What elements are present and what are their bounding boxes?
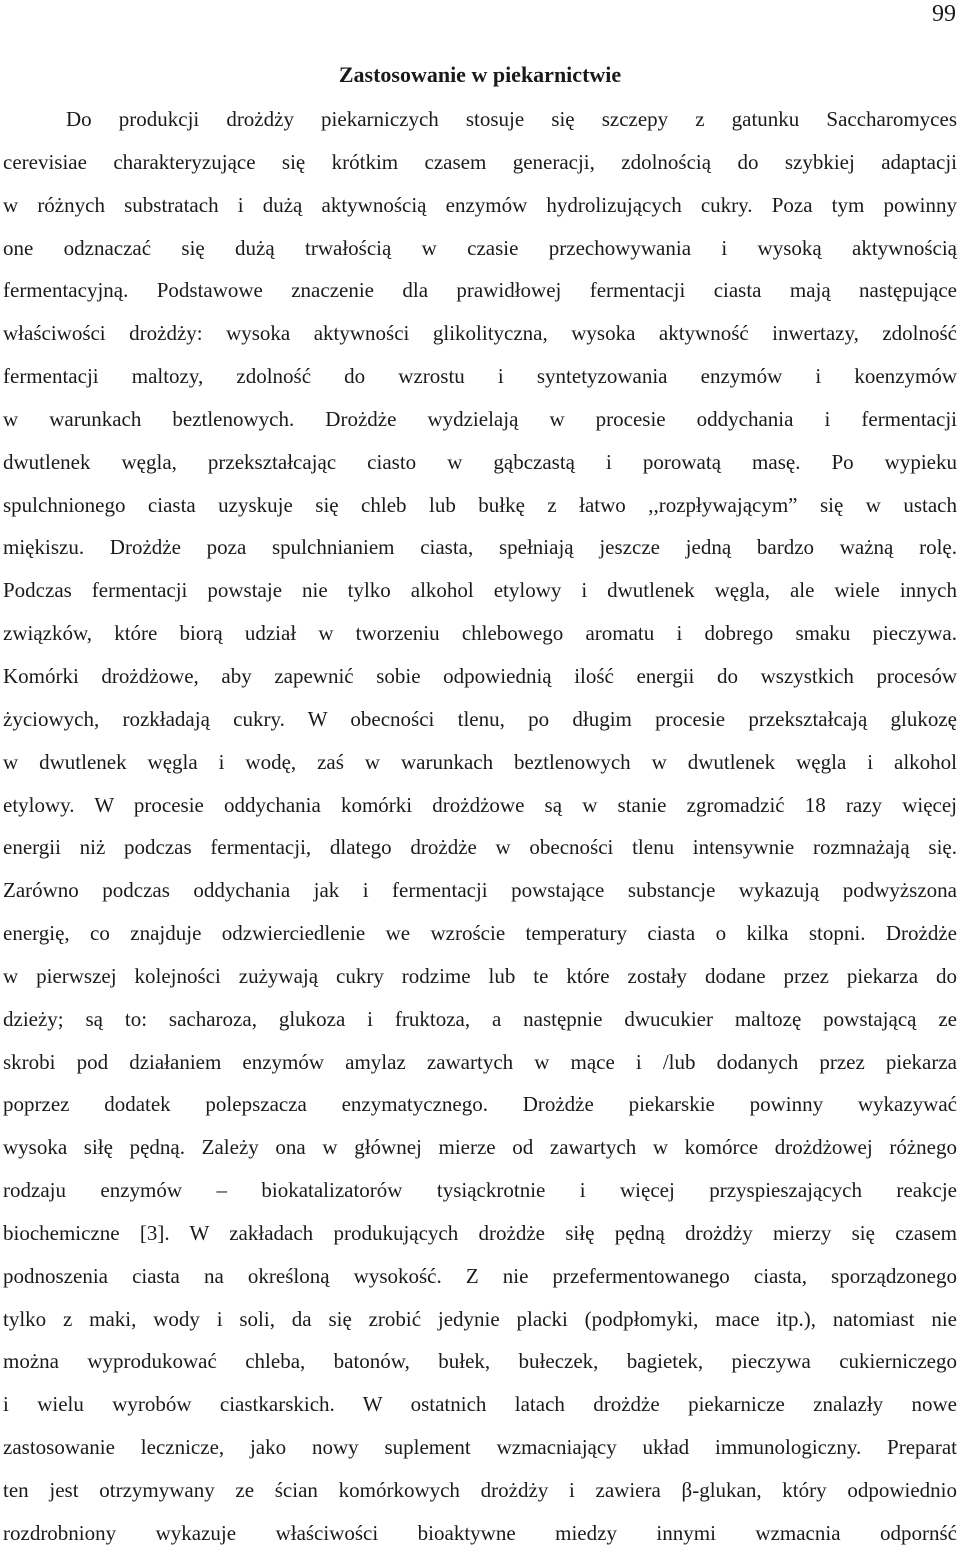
text-line: fermentacyjną. Podstawowe znaczenie dla prawidłowej fermentacji ciasta mają następujące (3, 278, 957, 303)
text-line: miękiszu. Drożdże poza spulchnianiem ciasta, spełniają jeszcze jedną bardzo ważną rolę. (3, 535, 957, 560)
text-line: skrobi pod działaniem enzymów amylaz zawartych w mące i /lub dodanych przez piekarza (3, 1049, 957, 1074)
text-line: tylko z maki, wody i soli, da się zrobić jedynie placki (podpłomyki, mace itp.), natomiast nie (3, 1306, 957, 1331)
text-line: i wielu wyrobów ciastkarskich. W ostatnich latach drożdże piekarnicze znalazły nowe (3, 1392, 957, 1417)
text-line: rozdrobniony wykazuje właściwości bioaktywne miedzy innymi wzmacnia odpornść (3, 1520, 957, 1545)
text-line: cerevisiae charakteryzujące się krótkim czasem generacji, zdolnością do szybkiej adaptacji (3, 149, 957, 174)
text-line: w dwutlenek węgla i wodę, zaś w warunkach beztlenowych w dwutlenek węgla i alkohol (3, 749, 957, 774)
text-line: życiowych, rozkładają cukry. W obecności tlenu, po długim procesie przekształcają glukozę (3, 706, 957, 731)
text-line: właściwości drożdży: wysoka aktywności glikolityczna, wysoka aktywność inwertazy, zdolność (3, 321, 957, 346)
text-line: biochemiczne [3]. W zakładach produkujących drożdże siłę pędną drożdży mierzy się czasem (3, 1220, 957, 1245)
text-line: dzieży; są to: sacharoza, glukoza i fruktoza, a następnie dwucukier maltozę powstającą ze (3, 1006, 957, 1031)
text-line: ten jest otrzymywany ze ścian komórkowych drożdży i zawiera β-glukan, który odpowiednio (3, 1478, 957, 1502)
text-line: podnoszenia ciasta na określoną wysokość. Z nie przefermentowanego ciasta, sporządzonego (3, 1263, 957, 1288)
text-line: wysoka siłę pędną. Zależy ona w głównej mierze od zawartych w komórce drożdżowej różnego (3, 1135, 957, 1160)
text-line: związków, które biorą udział w tworzeniu chlebowego aromatu i dobrego smaku pieczywa. (3, 621, 957, 646)
text-line: zastosowanie lecznicze, jako nowy suplement wzmacniający układ immunologiczny. Preparat (3, 1435, 957, 1460)
text-line: energię, co znajduje odzwierciedlenie we wzroście temperatury ciasta o kilka stopni. Drożdże (3, 921, 957, 946)
page-number: 99 (932, 1, 956, 27)
text-line: spulchnionego ciasta uzyskuje się chleb lub bułkę z łatwo ,,rozpływającym” się w ustach (3, 492, 957, 517)
text-line: w różnych substratach i dużą aktywnością enzymów hydrolizujących cukry. Poza tym powinny (3, 192, 957, 217)
text-line: Do produkcji drożdży piekarniczych stosuje się szczepy z gatunku Saccharomyces (66, 107, 957, 131)
body-paragraph (3, 98, 957, 1555)
text-line: etylowy. W procesie oddychania komórki drożdżowe są w stanie zgromadzić 18 razy więcej (3, 792, 957, 817)
text-line: Podczas fermentacji powstaje nie tylko alkohol etylowy i dwutlenek węgla, ale wiele innych (3, 578, 957, 603)
text-line: dwutlenek węgla, przekształcając ciasto w gąbczastą i porowatą masę. Po wypieku (3, 449, 957, 474)
text-line: poprzez dodatek polepszacza enzymatycznego. Drożdże piekarskie powinny wykazywać (3, 1092, 957, 1117)
text-line: Zarówno podczas oddychania jak i fermentacji powstające substancje wykazują podwyższona (3, 878, 957, 903)
text-line: w warunkach beztlenowych. Drożdże wydzielają w procesie oddychania i fermentacji (3, 406, 957, 431)
text-line: rodzaju enzymów – biokatalizatorów tysiąckrotnie i więcej przyspieszających reakcje (3, 1178, 957, 1203)
text-line: one odznaczać się dużą trwałością w czasie przechowywania i wysoką aktywnością (3, 235, 957, 260)
section-title: Zastosowanie w piekarnictwie (338, 62, 622, 87)
text-line: Komórki drożdżowe, aby zapewnić sobie odpowiednią ilość energii do wszystkich procesów (3, 663, 957, 688)
text-line: można wyprodukować chleba, batonów, bułek, bułeczek, bagietek, pieczywa cukierniczego (3, 1349, 957, 1374)
text-line: fermentacji maltozy, zdolność do wzrostu i syntetyzowania enzymów i koenzymów (3, 364, 957, 389)
text-line: w pierwszej kolejności zużywają cukry rodzime lub te które zostały dodane przez piekarza do (3, 963, 957, 988)
text-line: energii niż podczas fermentacji, dlatego drożdże w obecności tlenu intensywnie rozmnażają się. (3, 835, 957, 860)
